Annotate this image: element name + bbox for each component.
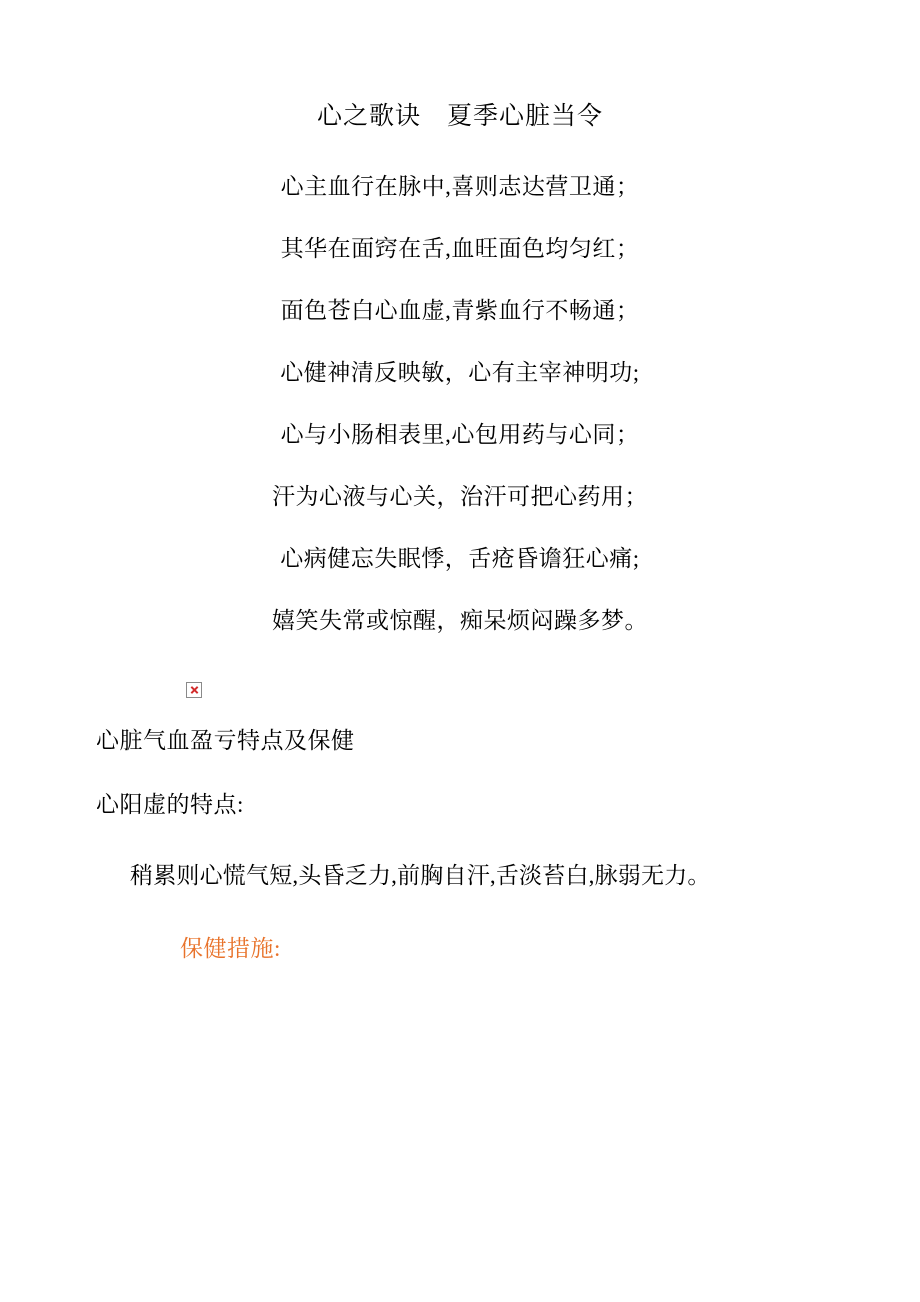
body-paragraph: 稍累则心慌气短,头昏乏力,前胸自汗,舌淡苔白,脉弱无力。: [130, 863, 711, 888]
page-title: 心之歌诀 夏季心脏当令: [316, 103, 603, 130]
verse-line: 心健神清反映敏，心有主宰神明功;: [280, 360, 640, 385]
verse-line: 汗为心液与心关，治汗可把心药用；: [272, 484, 648, 509]
section-heading: 心脏气血盈亏特点及保健: [96, 728, 355, 753]
verse-line: 面色苍白心血虚,青紫血行不畅通；: [280, 298, 640, 323]
verse-line: 心主血行在脉中,喜则志达营卫通；: [280, 174, 640, 199]
accent-heading: 保健措施:: [180, 936, 281, 961]
verse-line: 心与小肠相表里,心包用药与心同；: [280, 422, 640, 447]
verse-line: 心病健忘失眠悸，舌疮昏谵狂心痛;: [280, 546, 640, 571]
verse-line: 嬉笑失常或惊醒，痴呆烦闷躁多梦。: [272, 608, 648, 633]
verse-block: [84, 156, 836, 652]
broken-image-icon: [186, 682, 202, 698]
sub-heading: 心阳虚的特点:: [96, 792, 244, 817]
verse-line: 其华在面窍在舌,血旺面色均匀红；: [280, 236, 640, 261]
